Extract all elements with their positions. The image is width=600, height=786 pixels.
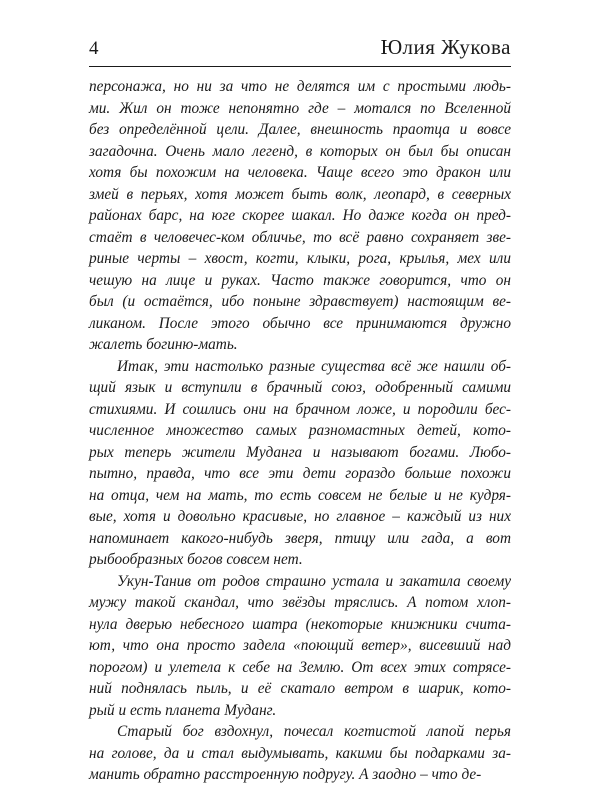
text-line: Старый бог вздохнул, почесал когтистой лапой перья — [117, 723, 511, 740]
text-line: численное множество самых разномастных детей, кото- — [89, 422, 511, 439]
page-number: 4 — [89, 38, 99, 59]
text-line: персонажа, но ни за что не делятся им с простыми людь- — [89, 78, 511, 95]
text-line: рых теперь жители Муданга и называют богами. Любо- — [89, 443, 511, 461]
text-line: ликаном. После этого обычно все принимаются дружно — [89, 314, 511, 332]
text-line: чешую на лице и руках. Часто также говорится, что он — [89, 271, 511, 289]
paragraph — [89, 356, 511, 571]
text-line: риные черты – хвост, когти, клыки, рога, крылья, мех или — [89, 250, 511, 267]
paragraph — [89, 721, 511, 786]
header-rule — [89, 66, 511, 67]
running-head-author: Юлия Жукова — [380, 35, 511, 59]
text-line: Укун-Танив от родов страшно устала и закатила своему — [117, 572, 511, 590]
text-line: нула дверью небесного шатра (некоторые книжники счита- — [89, 615, 511, 633]
text-line: ют, что она просто задела «поющий ветер», висевший над — [89, 637, 511, 654]
text-line: рыбообразных богов совсем нет. — [89, 551, 303, 568]
text-line: щий язык и вступили в брачный союз, одобренный самими — [89, 379, 511, 396]
text-line: напоминает какого-нибудь зверя, птицу или гада, а вот — [89, 529, 511, 547]
text-line: порогом) и улетела к себе на Землю. От всех этих сотрясе- — [89, 658, 511, 676]
text-line: стаёт в человечес-ком обличье, то всё равно сохраняет зве- — [89, 228, 511, 246]
text-line: жалеть богиню-мать. — [89, 336, 238, 353]
text-line: загадочна. Очень мало легенд, в которых он был бы описан — [89, 142, 511, 160]
text-line: змей в перьях, хотя может быть волк, леопард, в северных — [89, 185, 511, 203]
paragraph — [89, 76, 511, 356]
text-line: рый и есть планета Муданг. — [89, 701, 277, 719]
text-line: пытно, правда, что все эти дети гораздо больше похожи — [89, 465, 511, 482]
text-line: районах барс, на юге скорее шакал. Но даже когда он пред- — [89, 207, 511, 224]
text-line: манить обратно расстроенную подругу. А заодно – что де- — [89, 766, 482, 783]
text-line: мужу такой скандал, что звёзды тряслись. А потом хлоп- — [89, 594, 511, 611]
text-line: на голове, да и стал выдумывать, какими бы подарками за- — [89, 744, 511, 762]
text-line: хотя бы похожим на человека. Чаще всего это дракон или — [89, 164, 511, 181]
text-line: ми. Жил он тоже непонятно где – мотался по Вселенной — [89, 99, 511, 117]
page-header — [89, 30, 511, 64]
paragraph — [89, 571, 511, 722]
text-line: на отца, чем на мать, то есть совсем не белые и не кудря- — [89, 486, 511, 504]
text-line: без определённой цели. Далее, внешность праотца и вовсе — [89, 121, 511, 138]
text-line: Итак, эти настолько разные существа всё же нашли об- — [117, 357, 511, 375]
text-line: ний поднялась пыль, и её скатало ветром в шарик, кото- — [89, 680, 511, 697]
body-text — [89, 76, 511, 786]
text-line: стихиями. И сошлись они на брачном ложе, и породили бес- — [89, 400, 511, 418]
text-line: вые, хотя и довольно красивые, но главное – каждый из них — [89, 508, 511, 525]
text-line: был (и остаётся, ибо поныне здравствует) настоящим ве- — [89, 293, 511, 310]
